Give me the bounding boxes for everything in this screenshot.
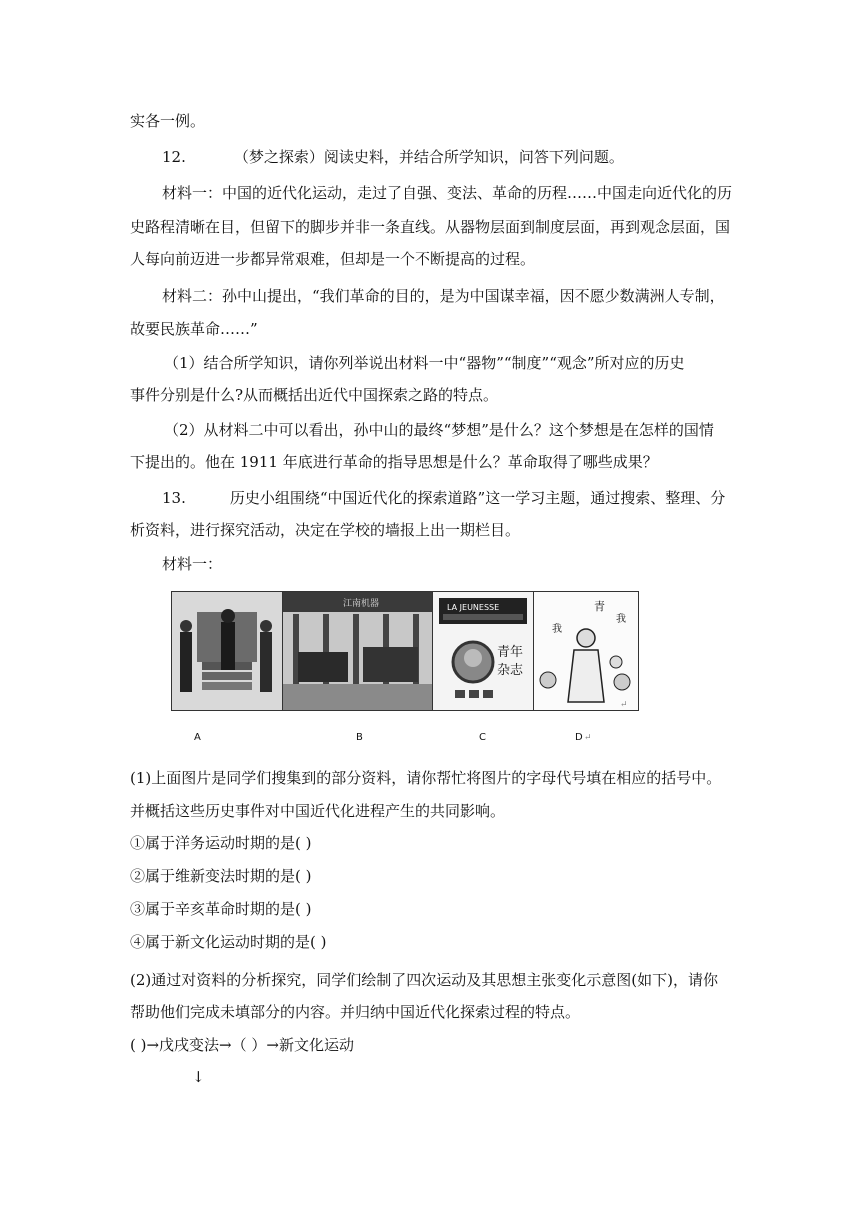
question-12 <box>162 146 624 168</box>
material-2-line-b: 故要民族革命……” <box>130 320 258 338</box>
photo-b-factory <box>283 592 434 710</box>
part-1-line-a: (1)上面图片是同学们搜集到的部分资料，请你帮忙将图片的字母代号填在相应的括号中。 <box>130 769 722 787</box>
caption-b: B <box>356 732 363 743</box>
question-text: 历史小组围绕“中国近代化的探索道路”这一学习主题，通过搜索、整理、分 <box>229 489 726 507</box>
text-line-1: 实各一例。 <box>130 112 206 130</box>
paragraph-mark: ↵ <box>620 700 628 710</box>
question-text: （梦之探索）阅读史料，并结合所学知识，问答下列问题。 <box>233 148 624 166</box>
flow-diagram: ( )→戊戌变法→（ ）→新文化运动 <box>130 1036 354 1054</box>
option-1: ①属于洋务运动时期的是( ) <box>130 834 312 852</box>
svg-text:我: 我 <box>552 624 563 635</box>
magazine-title: 青年 <box>497 645 524 660</box>
caption-a: A <box>194 732 201 743</box>
question-12-1-line-a: （1）结合所学知识，请你列举说出材料一中“器物”“制度”“观念”所对应的历史 <box>164 354 685 372</box>
option-3: ③属于辛亥革命时期的是( ) <box>130 900 312 918</box>
question-13-line-b: 析资料，进行探究活动，决定在学校的墙报上出一期栏目。 <box>130 521 521 539</box>
question-13 <box>162 487 725 509</box>
material-1-line-c: 人每向前迈进一步都异常艰难，但却是一个不断提高的过程。 <box>130 250 536 268</box>
question-12-2-line-b: 下提出的。他在 1911 年底进行革命的指导思想是什么？革命取得了哪些成果？ <box>130 453 658 471</box>
material-1-line-a: 材料一：中国的近代化运动，走过了自强、变法、革命的历程……中国走向近代化的历 <box>162 184 733 202</box>
question-number: 13. <box>162 489 186 507</box>
magazine-title-latin: LA JEUNESSE <box>447 603 500 612</box>
svg-text:杂志: 杂志 <box>497 663 524 678</box>
material-label: 材料一： <box>162 555 223 573</box>
material-2-line-a: 材料二：孙中山提出，“我们革命的目的，是为中国谋幸福，因不愿少数满洲人专制， <box>162 287 725 305</box>
history-photo-strip <box>171 591 639 711</box>
svg-text:我: 我 <box>616 614 627 625</box>
question-12-2-line-a: （2）从材料二中可以看出，孙中山的最终“梦想”是什么？这个梦想是在怎样的国情 <box>164 421 714 439</box>
down-arrow-icon: ↓ <box>192 1068 205 1086</box>
factory-sign: 江南机器 <box>342 599 379 609</box>
photo-c-magazine <box>433 592 534 710</box>
part-1-line-b: 并概括这些历史事件对中国近代化进程产生的共同影响。 <box>130 802 506 820</box>
material-1-line-b: 史路程清晰在目，但留下的脚步并非一条直线。从器物层面到制度层面，再到观念层面，国 <box>130 218 731 236</box>
caption-c: C <box>479 732 486 743</box>
option-2: ②属于维新变法时期的是( ) <box>130 867 312 885</box>
part-2-line-b: 帮助他们完成未填部分的内容。并归纳中国近代化探索过程的特点。 <box>130 1003 581 1021</box>
question-number: 12. <box>162 148 186 166</box>
caption-d: D <box>575 732 583 743</box>
part-2-line-a: (2)通过对资料的分析探究，同学们绘制了四次运动及其思想主张变化示意图(如下)，请你 <box>130 971 718 989</box>
paragraph-mark: ↵ <box>584 733 592 743</box>
option-4: ④属于新文化运动时期的是( ) <box>130 933 327 951</box>
question-12-1-line-b: 事件分别是什么?从而概括出近代中国探索之路的特点。 <box>130 386 499 404</box>
photo-a-soldiers <box>172 592 283 710</box>
svg-text:青: 青 <box>594 600 606 613</box>
photo-d-cartoon <box>534 592 638 710</box>
